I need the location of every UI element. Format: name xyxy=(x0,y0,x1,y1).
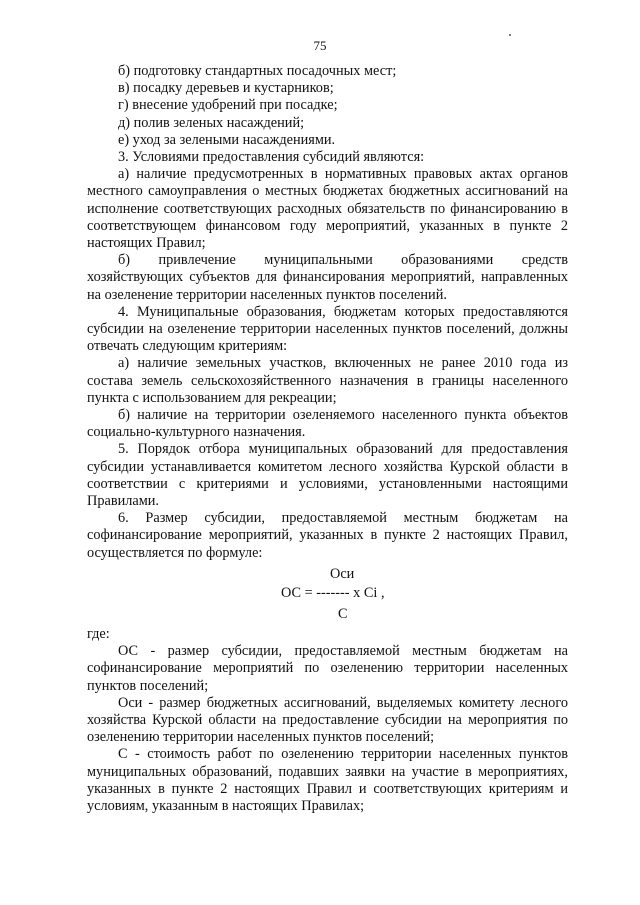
document-body xyxy=(87,63,568,815)
list-item-g: г) внесение удобрений при посадке; xyxy=(118,97,338,114)
formula-denominator: С xyxy=(338,605,348,622)
page-number: 75 xyxy=(313,38,327,53)
clause-4b: б) наличие на территории озеленяемого населенного пункта объектов социально-культурного назначения. xyxy=(87,407,568,441)
list-item-v: в) посадку деревьев и кустарников; xyxy=(118,80,334,97)
where-label: где: xyxy=(87,625,110,642)
clause-3a: а) наличие предусмотренных в нормативных правовых актах органов местного самоуправления о местных бюджетах бюджетных ассигнований на исполнение соответствующих расходных обязательств по финансированию в соответствующем финансовом году мероприятий, указанных в пункте 2 настоящих Правил; xyxy=(87,166,568,252)
formula-main-line: ОС = ------- х Сi , xyxy=(281,584,385,601)
clause-5: 5. Порядок отбора муниципальных образований для предоставления субсидии устанавливается комитетом лесного хозяйства Курской области в соответствии с критериями и условиями, установленными настоящими Правилами. xyxy=(87,441,568,510)
clause-4a: а) наличие земельных участков, включенных не ранее 2010 года из состава земель сельскохозяйственного назначения в границы населенного пункта с использованием для рекреации; xyxy=(87,355,568,406)
formula-numerator: Оси xyxy=(330,565,355,582)
clause-3b: б) привлечение муниципальными образованиями средств хозяйствующих субъектов для финансирования мероприятий, направленных на озеленение территории населенных пунктов поселений. xyxy=(87,252,568,303)
clause-3-heading: 3. Условиями предоставления субсидий являются: xyxy=(118,149,425,166)
list-item-e: е) уход за зелеными насаждениями. xyxy=(118,131,336,148)
definition-os: ОС - размер субсидии, предоставляемой местным бюджетам на софинансирование мероприятий по озеленению территории населенных пунктов поселений; xyxy=(87,643,568,694)
definition-osi: Оси - размер бюджетных ассигнований, выделяемых комитету лесного хозяйства Курской области на предоставление субсидии на мероприятия по озеленению территории населенных пунктов поселений; xyxy=(87,694,568,746)
list-item-b: б) подготовку стандартных посадочных мест; xyxy=(118,63,397,79)
clause-4: 4. Муниципальные образования, бюджетам которых предоставляются субсидии на озеленение территории населенных пунктов поселений, должны отвечать следующим критериям: xyxy=(87,303,568,355)
subsidy-formula xyxy=(87,566,568,624)
scan-speck xyxy=(509,34,511,36)
definition-c: С - стоимость работ по озеленению территории населенных пунктов муниципальных образований, подавших заявки на участие в мероприятиях, указанных в пункте 2 настоящих Правил и соответствующих критериям и условиям, указанным в настоящих Правилах; xyxy=(87,746,568,814)
list-item-d: д) полив зеленых насаждений; xyxy=(118,114,305,131)
clause-6: 6. Размер субсидии, предоставляемой местным бюджетам на софинансирование мероприятий, указанных в пункте 2 настоящих Правил, осуществляется по формуле: xyxy=(87,510,568,561)
